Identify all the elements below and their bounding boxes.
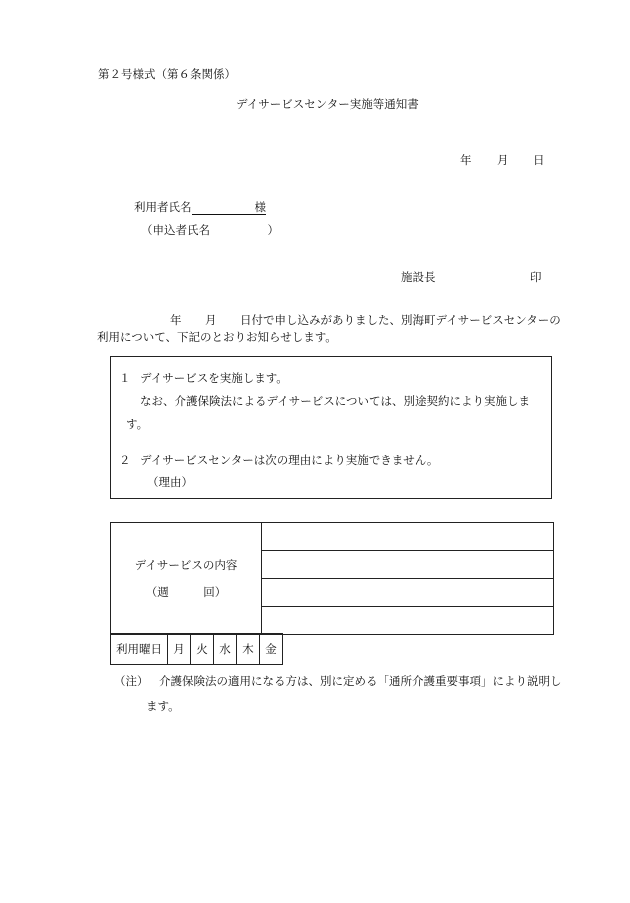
recipient-honorific: 様 — [254, 200, 266, 214]
day-monday[interactable]: 月 — [168, 634, 191, 665]
item1-number: １ — [119, 371, 131, 385]
document-title: デイサービスセンター実施等通知書 — [236, 97, 419, 111]
reason-label: （理由） — [147, 475, 193, 489]
day-thursday[interactable]: 木 — [237, 634, 260, 665]
item2-text: デイサービスセンターは次の理由により実施できません。 — [140, 453, 439, 467]
date-month: 月 — [497, 153, 509, 167]
usage-days-table — [110, 633, 283, 665]
body-year: 年 — [170, 313, 182, 327]
day-tuesday[interactable]: 火 — [191, 634, 214, 665]
footnote-mark: （注） — [114, 674, 149, 688]
service-content-label-cell — [111, 523, 262, 635]
footnote-line2: ます。 — [146, 699, 180, 713]
day-wednesday[interactable]: 水 — [214, 634, 237, 665]
usage-days-label: 利用曜日 — [111, 634, 168, 665]
service-content-table — [110, 522, 554, 635]
seal-mark: 印 — [530, 270, 542, 284]
issuer-label: 施設長 — [401, 270, 436, 284]
day-friday[interactable]: 金 — [260, 634, 283, 665]
applicant-name: （申込者氏名 ） — [141, 223, 279, 237]
service-content-line[interactable] — [262, 551, 554, 579]
form-number: 第２号様式（第６条関係） — [98, 67, 236, 81]
item1-note-line1: なお、介護保険法によるデイサービスについては、別途契約により実施しま — [140, 394, 530, 408]
service-content-line[interactable] — [262, 607, 554, 635]
date-day: 日 — [533, 153, 545, 167]
footnote-line1: 介護保険法の適用になる方は、別に定める「通所介護重要事項」により説明し — [159, 674, 562, 688]
body-line-1: 日付で申し込みがありました、別海町デイサービスセンターの — [240, 313, 561, 327]
item1-note-line2: す。 — [126, 417, 149, 431]
service-content-line[interactable] — [262, 579, 554, 607]
recipient-label: 利用者氏名 — [134, 200, 192, 214]
recipient-name-blank — [192, 201, 255, 215]
date-year: 年 — [460, 153, 472, 167]
service-content-label: デイサービスの内容 — [134, 557, 238, 572]
service-content-line[interactable] — [262, 523, 554, 551]
weekly-count-label: （週 回） — [145, 584, 227, 599]
recipient-line — [134, 199, 266, 215]
item2-number: ２ — [119, 453, 131, 467]
body-line-2: 利用について、下記のとおりお知らせします。 — [97, 330, 337, 344]
body-month: 月 — [205, 313, 217, 327]
item1-text: デイサービスを実施します。 — [140, 371, 288, 385]
